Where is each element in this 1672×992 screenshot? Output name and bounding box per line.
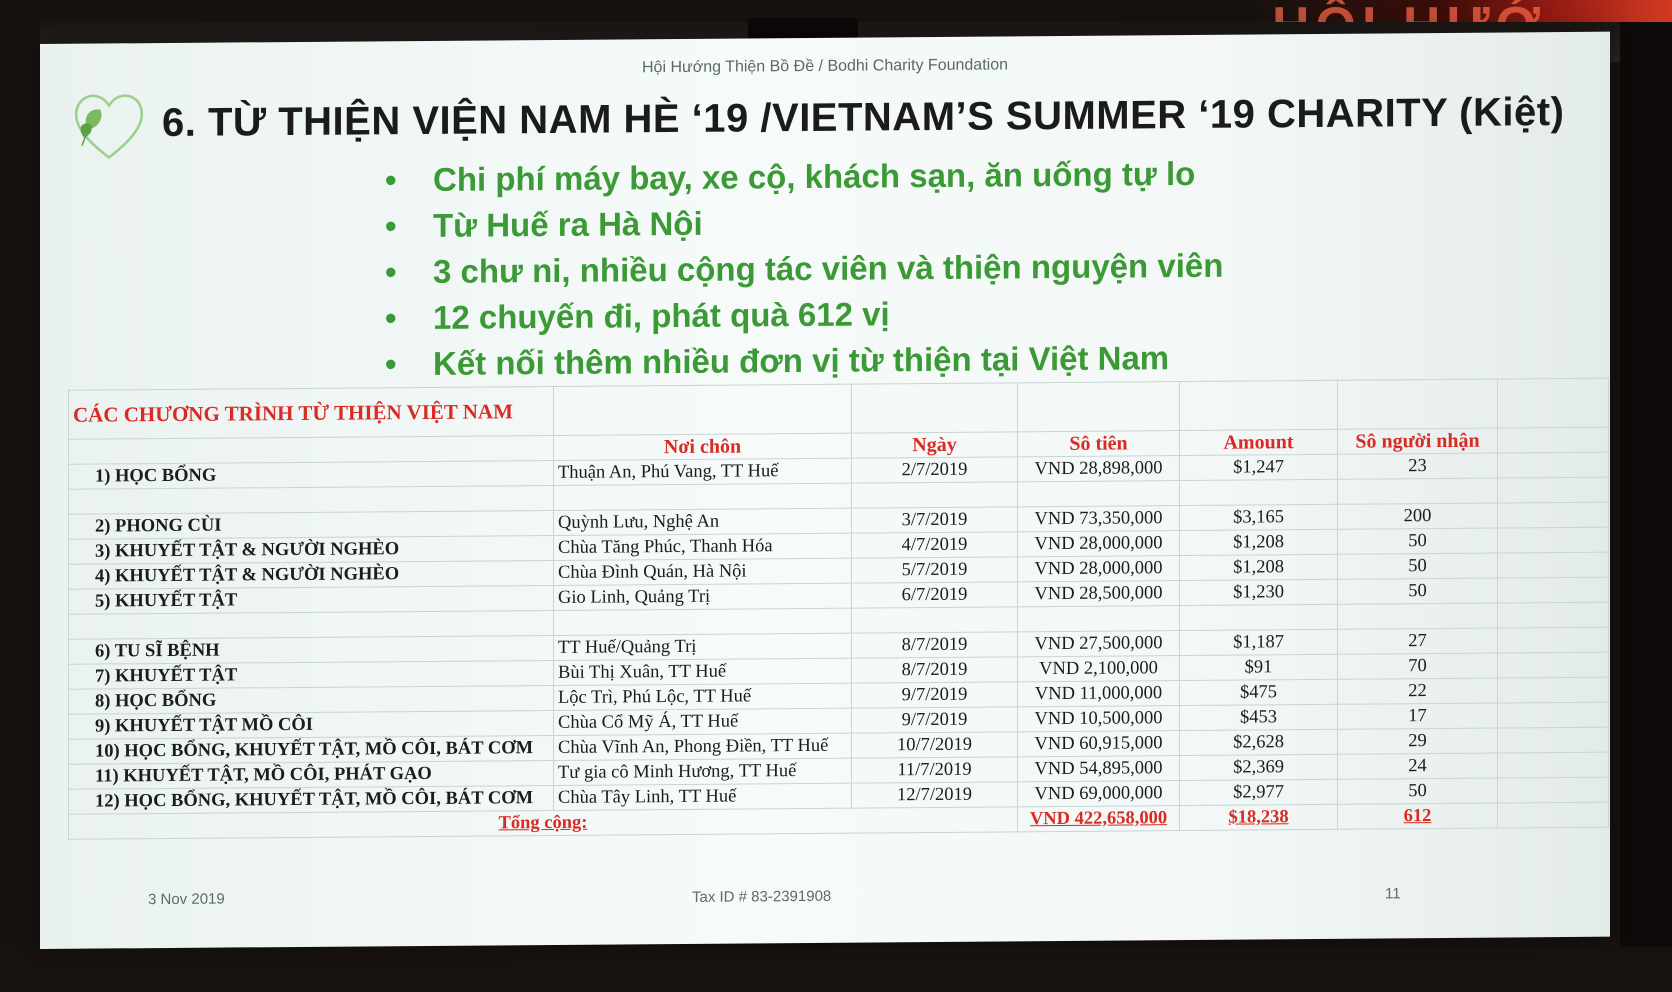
slide-title: 6. TỪ THIỆN VIỆN NAM HÈ ‘19 /VIETNAM’S SUMMER ‘19 CHARITY (Kiệt) xyxy=(162,90,1565,146)
table-cell: Chùa Tăng Phúc, Thanh Hóa xyxy=(554,533,852,560)
total-vnd: VND 422,658,000 xyxy=(1018,806,1180,832)
table-cell xyxy=(1018,606,1180,632)
table-cell: 2) PHONG CÙI xyxy=(69,510,554,539)
table-cell: $1,208 xyxy=(1180,554,1338,580)
table-cell: 3/7/2019 xyxy=(852,507,1018,533)
bullet-list xyxy=(385,151,1223,388)
table-cell: 17 xyxy=(1338,703,1498,729)
header-cell xyxy=(69,435,554,464)
table-cell: 3) KHUYẾT TẬT & NGƯỜI NGHÈO xyxy=(69,535,554,564)
footer-date: 3 Nov 2019 xyxy=(148,890,225,909)
stand-pole xyxy=(1620,22,1672,992)
table-cell: Tư gia cô Minh Hương, TT Huế xyxy=(554,758,852,785)
table-cell: $453 xyxy=(1180,704,1338,730)
bullet-item: • 12 chuyến đi, phát quà 612 vị xyxy=(385,289,1223,342)
table-cell: 50 xyxy=(1338,778,1498,804)
table-cell: VND 73,350,000 xyxy=(1018,506,1180,532)
table-cell: VND 28,898,000 xyxy=(1018,456,1180,482)
table-cell: 8/7/2019 xyxy=(852,632,1018,658)
table-cell: Thuận An, Phú Vang, TT Huế xyxy=(554,458,852,485)
table-cell: 12) HỌC BỔNG, KHUYẾT TẬT, MỒ CÔI, BÁT CƠM xyxy=(69,785,554,814)
table-cell: $475 xyxy=(1180,679,1338,705)
foundation-header: Hội Hướng Thiện Bồ Đề / Bodhi Charity Foundation xyxy=(642,56,1008,77)
table-cell xyxy=(1018,481,1180,507)
table-cell xyxy=(1180,604,1338,630)
total-label: Tổng cộng: xyxy=(69,807,1018,839)
table-cell: 2/7/2019 xyxy=(852,457,1018,483)
table-cell: $2,369 xyxy=(1180,754,1338,780)
table-cell: 200 xyxy=(1338,503,1498,529)
table-cell: Lộc Trì, Phú Lộc, TT Huế xyxy=(554,683,852,710)
table-cell: VND 10,500,000 xyxy=(1018,706,1180,732)
table-cell: $1,187 xyxy=(1180,629,1338,655)
header-cell: Ngày xyxy=(852,432,1018,458)
bullet-dot-icon: • xyxy=(385,299,397,337)
table-cell: 12/7/2019 xyxy=(852,782,1018,808)
table-cell: Chùa Tây Linh, TT Huế xyxy=(554,783,852,810)
projected-slide xyxy=(40,32,1610,949)
bullet-dot-icon: • xyxy=(385,253,397,291)
table-cell: 11/7/2019 xyxy=(852,757,1018,783)
total-people: 612 xyxy=(1338,803,1498,829)
table-cell: 4/7/2019 xyxy=(852,532,1018,558)
floor xyxy=(0,947,1672,992)
table-cell: 24 xyxy=(1338,753,1498,779)
table-cell: 4) KHUYẾT TẬT & NGƯỜI NGHÈO xyxy=(69,560,554,589)
table-cell: Gio Linh, Quảng Trị xyxy=(554,583,852,610)
table-cell: 7) KHUYẾT TẬT xyxy=(69,660,554,689)
table-cell: 5/7/2019 xyxy=(852,557,1018,583)
table-cell: 10) HỌC BỔNG, KHUYẾT TẬT, MỒ CÔI, BÁT CƠM xyxy=(69,735,554,764)
table-cell: 1) HỌC BỔNG xyxy=(69,460,554,489)
bullet-item: • Từ Huế ra Hà Nội xyxy=(385,197,1223,250)
heart-leaf-logo-icon xyxy=(68,83,150,166)
table-cell xyxy=(852,482,1018,508)
table-cell: 9) KHUYẾT TẬT MỒ CÔI xyxy=(69,710,554,739)
header-cell: Amount xyxy=(1180,429,1338,455)
table-cell: 5) KHUYẾT TẬT xyxy=(69,585,554,614)
table-cell: Chùa Cổ Mỹ Á, TT Huế xyxy=(554,708,852,735)
table-cell: Bùi Thị Xuân, TT Huế xyxy=(554,658,852,685)
bullet-dot-icon: • xyxy=(385,161,397,199)
bullet-dot-icon: • xyxy=(385,207,397,245)
footer-tax-id: Tax ID # 83-2391908 xyxy=(692,887,832,906)
table-cell: VND 11,000,000 xyxy=(1018,681,1180,707)
table-cell: $91 xyxy=(1180,654,1338,680)
table-cell xyxy=(1338,603,1498,629)
table-cell: 9/7/2019 xyxy=(852,682,1018,708)
table-cell xyxy=(69,610,554,639)
table-cell: VND 27,500,000 xyxy=(1018,631,1180,657)
table-cell: $1,208 xyxy=(1180,529,1338,555)
table-cell: Quỳnh Lưu, Nghệ An xyxy=(554,508,852,535)
table-cell: 8) HỌC BỔNG xyxy=(69,685,554,714)
table-cell: 23 xyxy=(1338,453,1498,479)
table-cell: 70 xyxy=(1338,653,1498,679)
bullet-item: • Kết nối thêm nhiều đơn vị từ thiện tại Việt Nam xyxy=(385,335,1223,388)
table-cell: 6/7/2019 xyxy=(852,582,1018,608)
table-cell: Chùa Đình Quán, Hà Nội xyxy=(554,558,852,585)
table-cell: 50 xyxy=(1338,578,1498,604)
table-cell xyxy=(1338,478,1498,504)
table-cell: VND 69,000,000 xyxy=(1018,781,1180,807)
header-cell: Sô tiên xyxy=(1018,431,1180,457)
charity-program-table xyxy=(68,378,1609,840)
bullet-item: • 3 chư ni, nhiều cộng tác viên và thiện nguyện viên xyxy=(385,243,1223,296)
total-usd: $18,238 xyxy=(1180,804,1338,830)
table-cell xyxy=(69,485,554,514)
table-cell: 11) KHUYẾT TẬT, MỒ CÔI, PHÁT GẠO xyxy=(69,760,554,789)
bullet-item: • Chi phí máy bay, xe cộ, khách sạn, ăn uống tự lo xyxy=(385,151,1223,204)
bullet-dot-icon: • xyxy=(385,345,397,383)
table-cell xyxy=(1180,479,1338,505)
table-cell xyxy=(554,483,852,510)
table-cell: Chùa Vĩnh An, Phong Điền, TT Huế xyxy=(554,733,852,760)
table-cell: VND 2,100,000 xyxy=(1018,656,1180,682)
table-cell: 50 xyxy=(1338,553,1498,579)
table-cell: 22 xyxy=(1338,678,1498,704)
table-cell: 8/7/2019 xyxy=(852,657,1018,683)
footer-page-number: 11 xyxy=(1385,885,1401,903)
table-cell xyxy=(852,607,1018,633)
table-cell: TT Huế/Quảng Trị xyxy=(554,633,852,660)
header-cell: Nơi chôn xyxy=(554,433,852,460)
table-cell: 27 xyxy=(1338,628,1498,654)
table-cell: $3,165 xyxy=(1180,504,1338,530)
header-cell: Sô người nhận xyxy=(1338,428,1498,454)
table-cell: 50 xyxy=(1338,528,1498,554)
table-cell: 6) TU SĨ BỆNH xyxy=(69,635,554,664)
table-cell: $2,628 xyxy=(1180,729,1338,755)
table-cell: $1,247 xyxy=(1180,454,1338,480)
table-section-title: CÁC CHƯƠNG TRÌNH TỪ THIỆN VIỆT NAM xyxy=(69,386,554,439)
table-cell: 29 xyxy=(1338,728,1498,754)
table-cell xyxy=(554,608,852,635)
table-cell: $1,230 xyxy=(1180,579,1338,605)
table-cell: VND 60,915,000 xyxy=(1018,731,1180,757)
table-cell: VND 28,000,000 xyxy=(1018,556,1180,582)
table-cell: 10/7/2019 xyxy=(852,732,1018,758)
table-cell: VND 28,500,000 xyxy=(1018,581,1180,607)
table-cell: 9/7/2019 xyxy=(852,707,1018,733)
table-cell xyxy=(1498,802,1609,828)
table-cell: VND 54,895,000 xyxy=(1018,756,1180,782)
table-cell: $2,977 xyxy=(1180,779,1338,805)
table-cell: VND 28,000,000 xyxy=(1018,531,1180,557)
